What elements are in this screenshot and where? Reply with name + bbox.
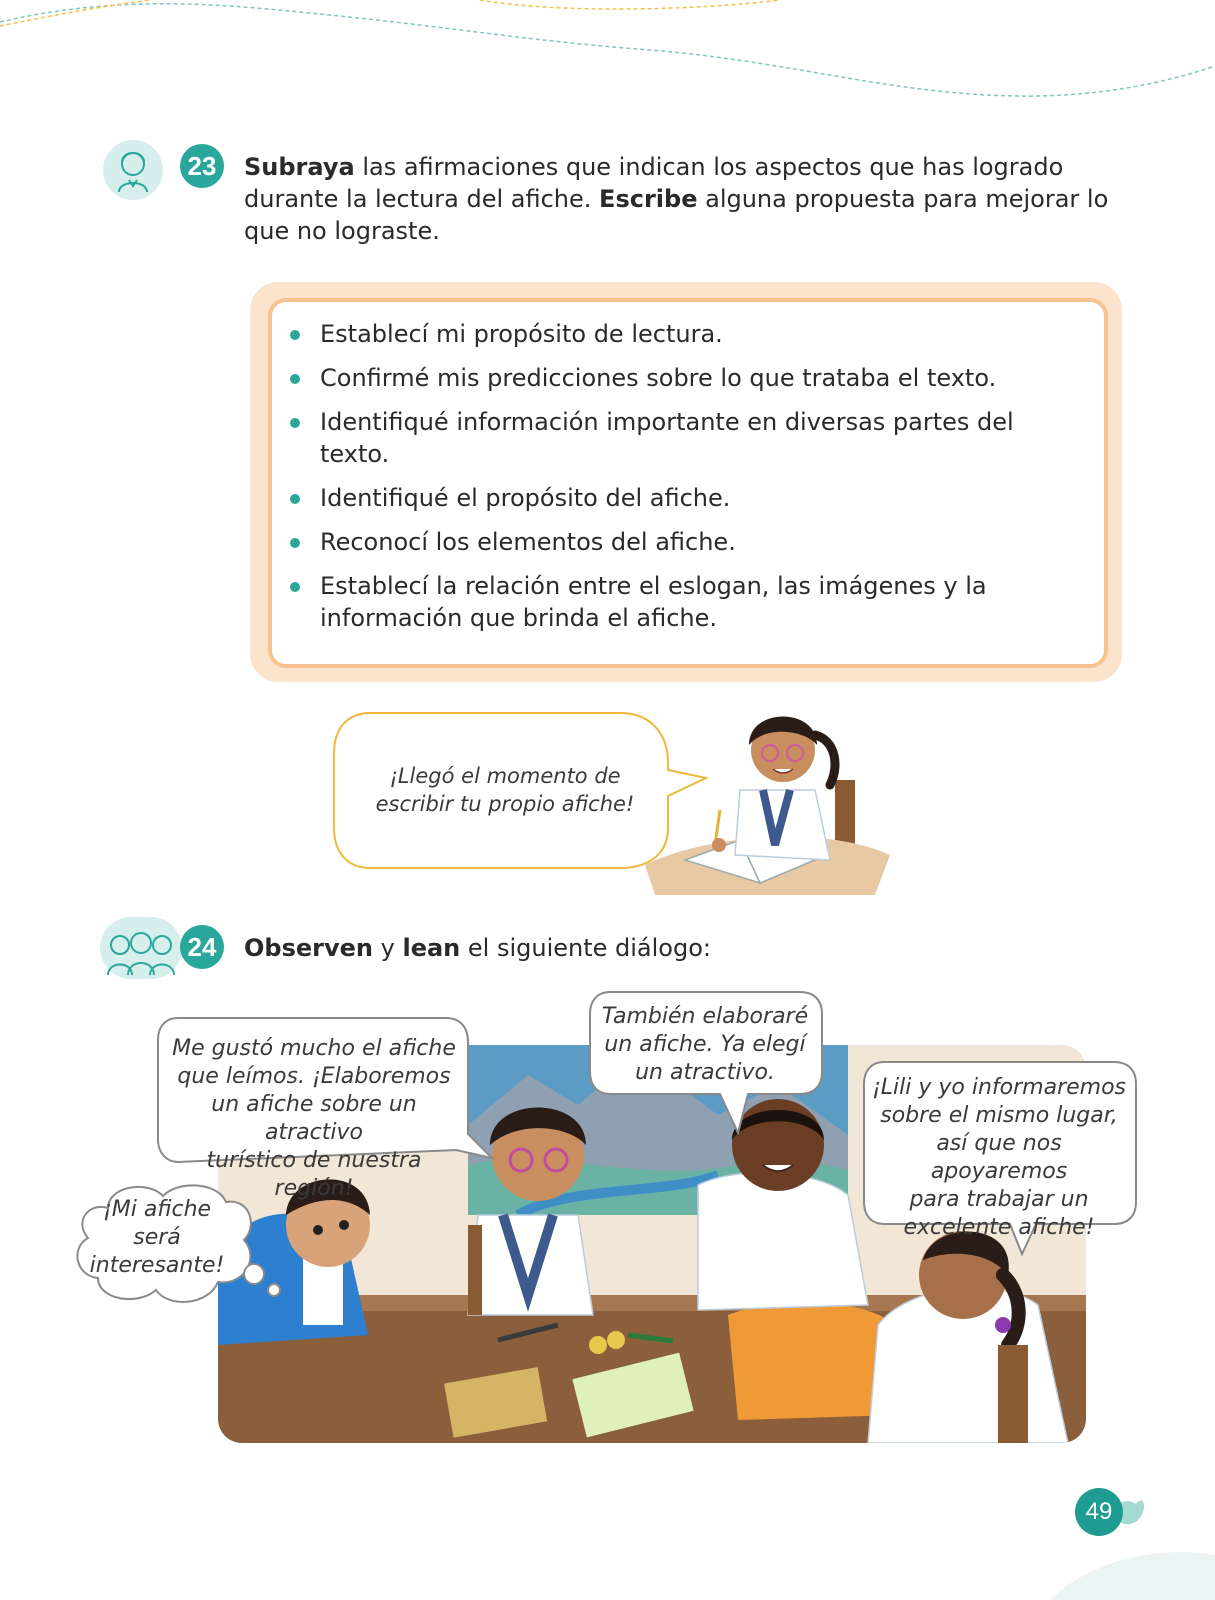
girl-bubble-text: [345, 762, 665, 818]
thought-cloud-text: [82, 1196, 232, 1280]
bubble-line: para trabajar un: [909, 1187, 1089, 1212]
girl-writing-illustration: [645, 695, 890, 895]
bubble-line: que leímos. ¡Elaboremos: [177, 1064, 451, 1089]
page-number: 49: [1075, 1488, 1123, 1536]
bubble-line: interesante!: [89, 1253, 225, 1278]
checklist-item[interactable]: Reconocí los elementos del afiche.: [320, 526, 1080, 558]
checklist-item[interactable]: Identifiqué el propósito del afiche.: [320, 482, 1080, 514]
speech-bubble-3-text: [868, 1074, 1130, 1242]
bubble-line: turístico de nuestra región!: [206, 1148, 422, 1201]
student-icon: [103, 140, 163, 200]
checklist-item[interactable]: Identifiqué información importante en diversas partes del texto.: [320, 406, 1080, 470]
bubble-line: ¡Llegó el momento de: [389, 764, 621, 788]
instruction-text: alguna propuesta para mejorar lo que no lograste.: [244, 185, 1109, 245]
activity-number-23: 23: [180, 144, 224, 188]
instruction-text: y: [373, 934, 403, 962]
bubble-line: un afiche. Ya elegí: [604, 1032, 806, 1057]
speech-bubble-2-text: [592, 1003, 818, 1087]
bubble-line: Me gustó mucho el afiche: [172, 1036, 456, 1061]
bubble-line: También elaboraré: [601, 1004, 809, 1029]
bubble-line: así que nos apoyaremos: [930, 1131, 1068, 1184]
group-icon: [100, 917, 182, 979]
checklist: [320, 318, 1080, 646]
bubble-line: ¡Mi afiche: [102, 1197, 212, 1222]
instruction-text: las afirmaciones que indican los aspectos que has logrado durante la lectura del afiche.: [244, 153, 1064, 213]
activity-24-instruction: [244, 932, 1044, 964]
bubble-line: escribir tu propio afiche!: [375, 792, 635, 816]
instruction-verb-lean: lean: [402, 934, 461, 962]
bubble-line: un atractivo.: [635, 1060, 775, 1085]
activity-23-instruction: [244, 151, 1124, 247]
bubble-line: sobre el mismo lugar,: [880, 1103, 1118, 1128]
bubble-line: será: [133, 1225, 181, 1250]
instruction-text: el siguiente diálogo:: [460, 934, 711, 962]
bubble-line: excelente afiche!: [903, 1215, 1095, 1240]
checklist-item[interactable]: Establecí mi propósito de lectura.: [320, 318, 1080, 350]
bubble-line: un afiche sobre un atractivo: [211, 1092, 417, 1145]
instruction-verb-observen: Observen: [244, 934, 373, 962]
activity-number-24: 24: [180, 925, 224, 969]
checklist-item[interactable]: Establecí la relación entre el eslogan, las imágenes y la información que brinda el afiche.: [320, 570, 1080, 634]
checklist-item[interactable]: Confirmé mis predicciones sobre lo que trataba el texto.: [320, 362, 1080, 394]
instruction-verb-escribe: Escribe: [599, 185, 698, 213]
bubble-line: ¡Lili y yo informaremos: [871, 1075, 1127, 1100]
instruction-verb-subraya: Subraya: [244, 153, 355, 181]
top-decoration: [0, 0, 1215, 110]
bottom-decoration: [1050, 1525, 1215, 1600]
